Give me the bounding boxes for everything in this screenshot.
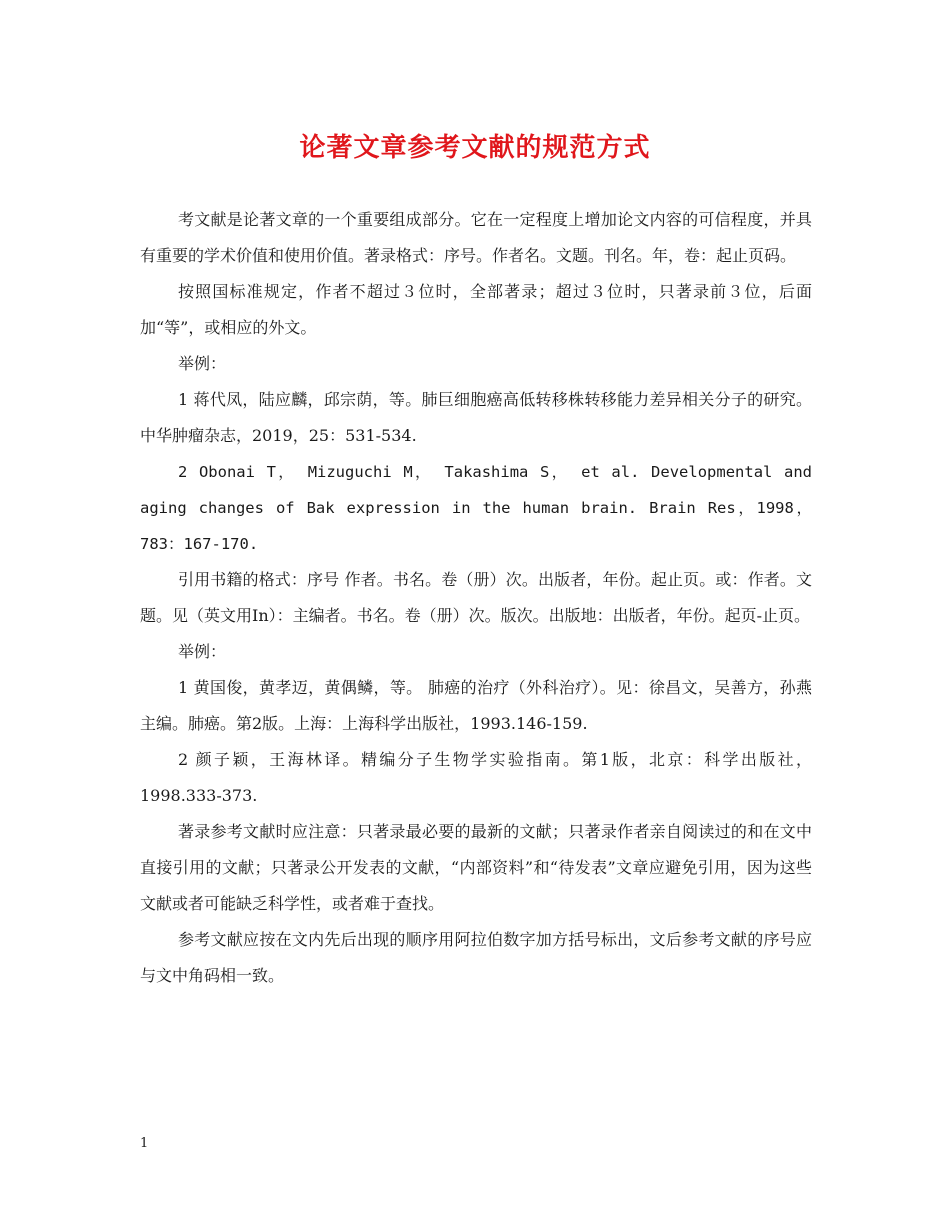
paragraph-journal-example-1: 1 蒋代凤，陆应麟，邱宗荫，等。肺巨细胞癌高低转移株转移能力差异相关分子的研究。中华肿瘤杂志，2019，25：531-534. — [140, 390, 812, 445]
paragraph-ordering: 参考文献应按在文内先后出现的顺序用阿拉伯数字加方括号标出，文后参考文献的序号应与文中角码相一致。 — [140, 930, 812, 985]
paragraph-book-example-1: 1 黄国俊，黄孝迈，黄偶鳞，等。 肺癌的治疗（外科治疗）。见：徐昌文，吴善方，孙燕主编。肺癌。第2版。上海：上海科学出版社，1993.146-159. — [140, 678, 812, 733]
document-body — [140, 202, 812, 994]
paragraph-intro: 考文献是论著文章的一个重要组成部分。它在一定程度上增加论文内容的可信程度，并具有重要的学术价值和使用价值。著录格式：序号。作者名。文题。刊名。年，卷：起止页码。 — [140, 210, 812, 265]
paragraph-book-format: 引用书籍的格式：序号 作者。书名。卷（册）次。出版者，年份。起止页。或：作者。文题。见（英文用In）：主编者。书名。卷（册）次。版次。出版地：出版者，年份。起页-止页。 — [140, 570, 812, 625]
paragraph-notes: 著录参考文献时应注意：只著录最必要的最新的文献；只著录作者亲自阅读过的和在文中直接引用的文献；只著录公开发表的文献，“内部资料”和“待发表”文章应避免引用，因为这些文献或者可能缺乏科学性，或者难于查找。 — [140, 822, 812, 913]
paragraph-example-label: 举例： — [178, 354, 227, 373]
paragraph-book-example-2: 2 颜子颖，王海林译。精编分子生物学实验指南。第1版，北京：科学出版社，1998.333-373. — [140, 750, 812, 805]
paragraph-author-rule: 按照国标准规定，作者不超过３位时，全部著录；超过３位时，只著录前３位，后面加“等”，或相应的外文。 — [140, 282, 812, 337]
paragraph-example-label-2: 举例： — [178, 642, 227, 661]
page-number: 1 — [140, 1136, 149, 1151]
document-title: 论著文章参考文献的规范方式 — [299, 133, 651, 163]
paragraph-journal-example-2: 2 Obonai T， Mizuguchi M， Takashima S， et al. Developmental and aging changes of Bak expression in the human brain. Brain Res，1998，783：167-170. — [140, 463, 812, 553]
